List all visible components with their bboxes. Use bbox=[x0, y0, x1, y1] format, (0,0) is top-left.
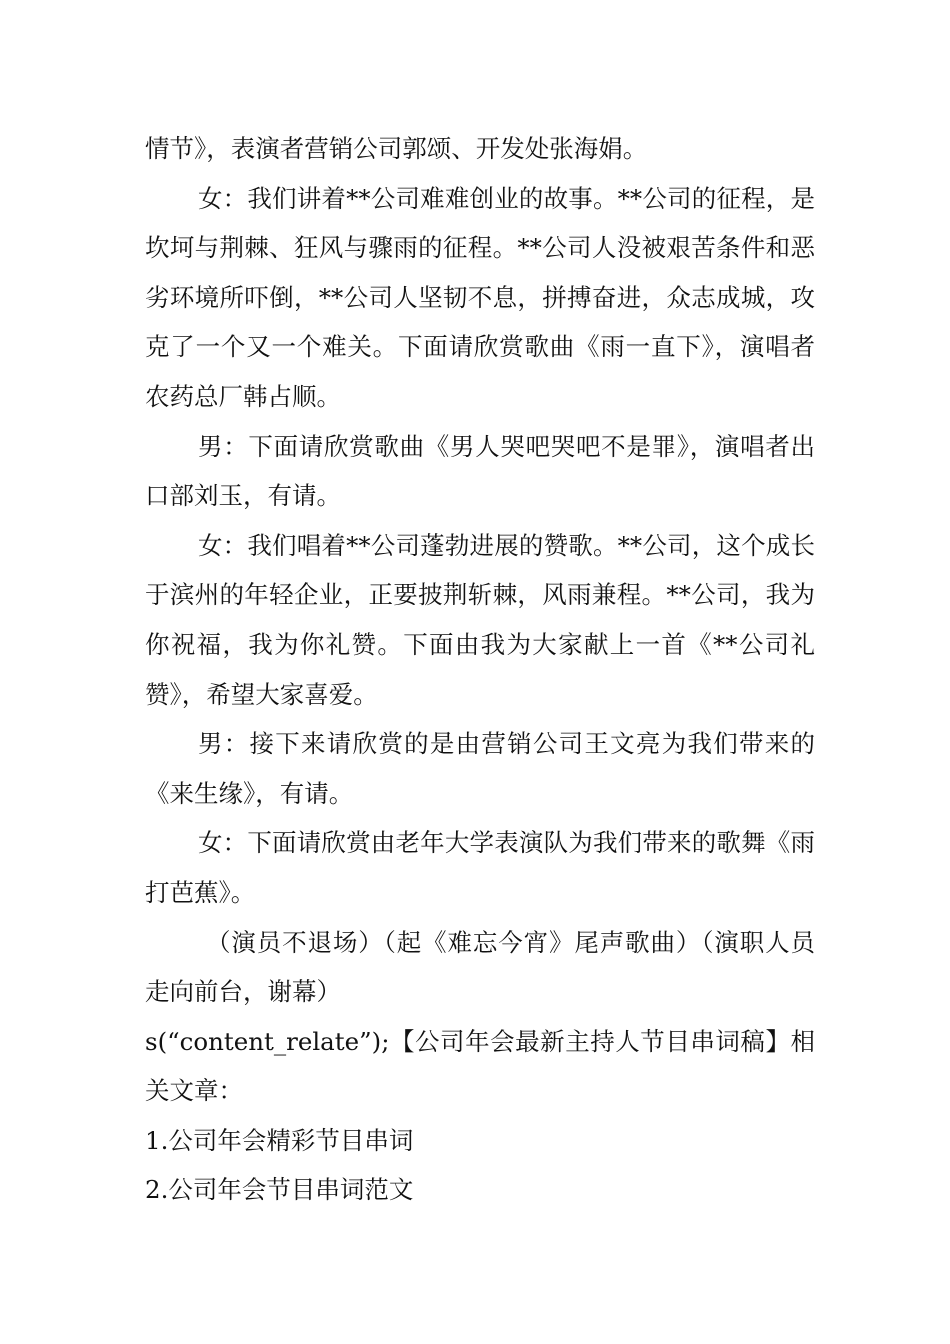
paragraph-male-host-2: 男：接下来请欣赏的是由营销公司王文亮为我们带来的《来生缘》，有请。 bbox=[145, 729, 815, 808]
related-link-2[interactable]: 2.公司年会节目串词范文 bbox=[145, 1175, 414, 1205]
paragraph-continuation: 情节》，表演者营销公司郭颂、开发处张海娟。 bbox=[145, 134, 648, 163]
paragraph-female-host-3: 女：下面请欣赏由老年大学表演队为我们带来的歌舞《雨打芭蕉》。 bbox=[145, 828, 815, 907]
related-link-1[interactable]: 1.公司年会精彩节目串词 bbox=[145, 1125, 414, 1155]
document-body bbox=[145, 124, 815, 1215]
paragraph-male-host-1: 男：下面请欣赏歌曲《男人哭吧哭吧不是罪》，演唱者出口部刘玉，有请。 bbox=[145, 431, 815, 511]
paragraph-female-host-1: 女：我们讲着**公司难难创业的故事。**公司的征程，是坎坷与荆棘、狂风与骤雨的征程。**公司人没被艰苦条件和恶劣环境所吓倒，**公司人坚韧不息，拼搏奋进，众志成城，攻克了一个又一个难关。下面请欣赏歌曲《雨一直下》，演唱者农药总厂韩占顺。 bbox=[145, 183, 815, 411]
paragraph-female-host-2: 女：我们唱着**公司蓬勃进展的赞歌。**公司，这个成长于滨州的年轻企业，正要披荆斩棘，风雨兼程。**公司，我为你祝福，我为你礼赞。下面由我为大家献上一首《**公司礼赞》，希望大家喜爱。 bbox=[145, 530, 815, 709]
paragraph-related-heading: s(“content_relate”);【公司年会最新主持人节目串词稿】相关文章： bbox=[145, 1026, 815, 1106]
paragraph-stage-direction: （演员不退场）（起《难忘今宵》尾声歌曲）（演职人员走向前台，谢幕） bbox=[145, 927, 815, 1007]
